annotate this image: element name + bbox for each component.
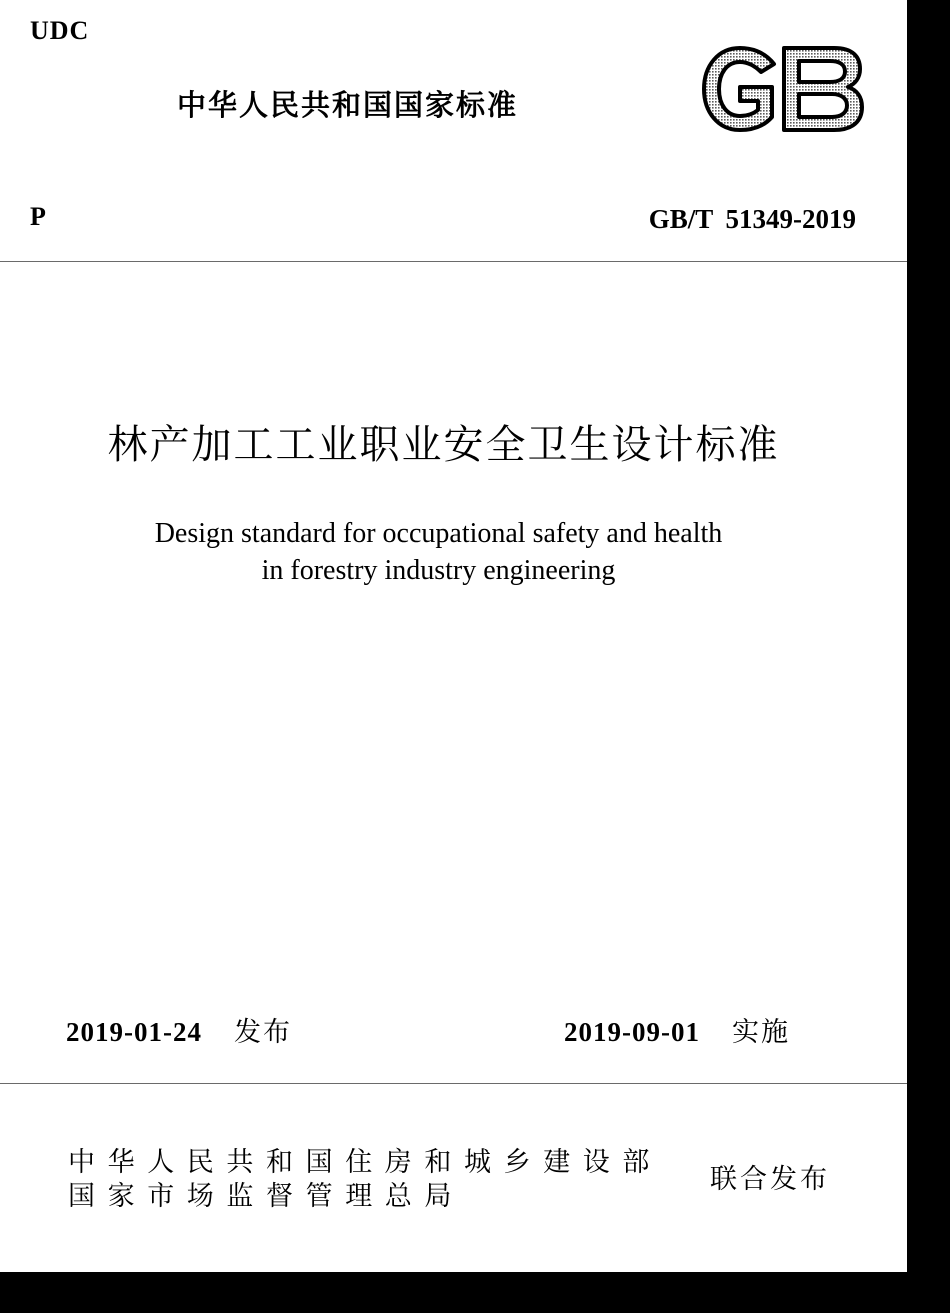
english-title-line-1: Design standard for occupational safety and health [154, 518, 723, 549]
udc-label: UDC [30, 16, 90, 45]
standard-number: GB/T 51349-2019 [648, 204, 856, 234]
implementation-label: 实施 [731, 1017, 790, 1048]
issue-label: 发布 [233, 1017, 292, 1048]
issue-date-block [66, 1013, 292, 1052]
chinese-title: 林产加工工业职业安全卫生设计标准 [107, 422, 780, 468]
header-divider [0, 261, 907, 262]
issue-date: 2019-01-24 [66, 1017, 202, 1047]
national-standard-heading: 中华人民共和国国家标准 [177, 88, 519, 122]
category-code: P [30, 202, 46, 231]
implementation-date: 2019-09-01 [564, 1017, 700, 1047]
publisher-line-1: 中华人民共和国住房和城乡建设部 [68, 1147, 662, 1178]
joint-issue-label: 联合发布 [710, 1164, 830, 1195]
footer-divider [0, 1083, 907, 1084]
gb-logo [700, 44, 866, 134]
implementation-date-block [564, 1013, 790, 1052]
english-title-line-2: in forestry industry engineering [261, 555, 616, 586]
publisher-line-2: 国家市场监督管理总局 [68, 1181, 464, 1212]
